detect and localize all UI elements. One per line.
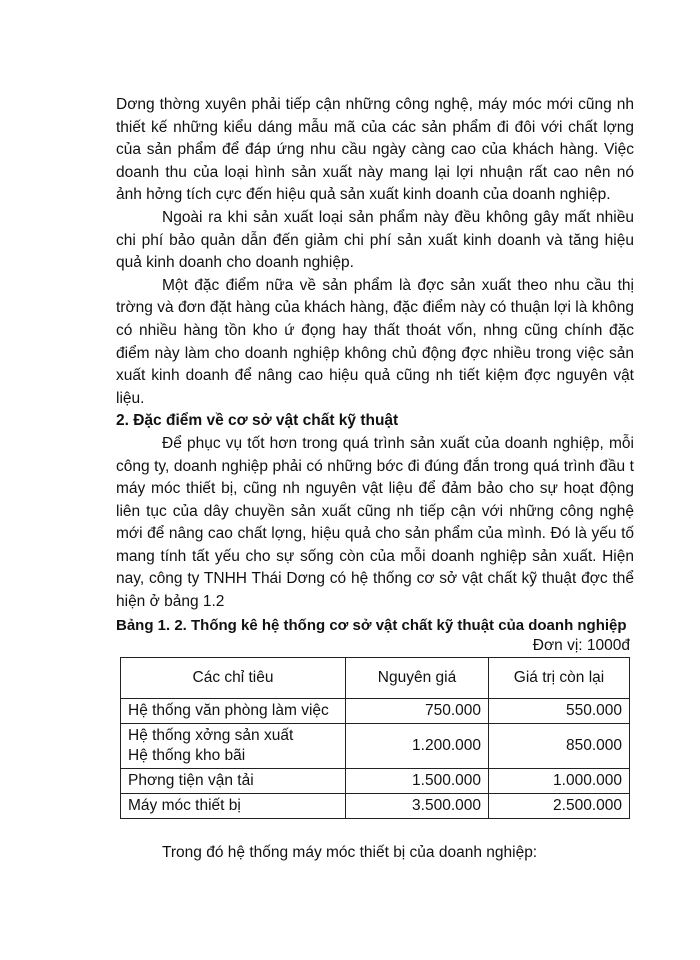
- row-residual-value: 850.000: [489, 723, 630, 768]
- paragraph-products-tech: Dơng thờng xuyên phải tiếp cận những công nghệ, máy móc mới cũng nh thiết kế những kiểu dáng mẫu mã của các sản phẩm đi đôi với chất lợng của sản phẩm để đáp ứng nhu cầu ngày càng cao của khách hàng. Việc doanh thu của loại hình sản xuất này mang lại lợi nhuận rất cao nên nó ảnh hởng tích cực đến hiệu quả sản xuất kinh doanh của doanh nghiệp.: [116, 96, 634, 204]
- row-original-cost: 3.500.000: [346, 793, 489, 818]
- row-residual-value: 550.000: [489, 698, 630, 723]
- section-heading: 2. Đặc điểm về cơ sở vật chất kỹ thuật: [116, 412, 399, 430]
- header-criteria: Các chỉ tiêu: [121, 657, 346, 698]
- row-original-cost: 750.000: [346, 698, 489, 723]
- table-row: [121, 698, 630, 723]
- row-original-cost: 1.500.000: [346, 768, 489, 793]
- table-row: [121, 723, 630, 768]
- table-unit: Đơn vị: 1000đ: [532, 636, 630, 654]
- row-name: Phơng tiện vận tải: [121, 768, 346, 793]
- table-caption: Bảng 1. 2. Thống kê hệ thống cơ sở vật chất kỹ thuật của doanh nghiệp: [116, 616, 627, 634]
- paragraph-facilities: Để phục vụ tốt hơn trong quá trình sản xuất của doanh nghiệp, mỗi công ty, doanh nghiệp phải có những bớc đi đúng đắn trong quá trình đầu t máy móc thiết bị, cũng nh nguyên vật liệu để đảm bảo cho sự hoạt động liên tục của dây chuyền sản xuất cũng nh tiếp cận với những công nghệ mới để nâng cao chất lợng, hiệu quả cho sản phẩm của mình. Đó là yếu tố mang tính tất yếu cho sự sống còn của mỗi doanh nghiệp sản xuất. Hiện nay, công ty TNHH Thái Dơng có hệ thống cơ sở vật chất kỹ thuật đợc thể hiện ở bảng 1.2: [116, 434, 634, 611]
- row-name: Hệ thống văn phòng làm việc: [121, 698, 346, 723]
- closing-paragraph: Trong đó hệ thống máy móc thiết bị của doanh nghiệp:: [162, 843, 538, 861]
- row-residual-value: 2.500.000: [489, 793, 630, 818]
- row-name-line: Hệ thống xởng sản xuất: [128, 726, 294, 744]
- facilities-table: [120, 657, 630, 819]
- document-page: [116, 94, 634, 864]
- row-name-line: Hệ thống kho bãi: [128, 746, 246, 764]
- header-residual-value: Giá trị còn lại: [489, 657, 630, 698]
- table-header-row: [121, 657, 630, 698]
- table-row: [121, 768, 630, 793]
- row-name: Máy móc thiết bị: [121, 793, 346, 818]
- paragraph-demand-production: Một đặc điểm nữa về sản phẩm là đợc sản xuất theo nhu cầu thị trờng và đơn đặt hàng của khách hàng, đặc điểm này có thuận lợi là không có nhiều hàng tồn kho ứ đọng hay thất thoát vốn, nhng cũng chính đặc điểm này làm cho doanh nghiệp không chủ động đợc nhiều trong việc sản xuất kinh doanh để nâng cao hiệu quả cũng nh tiết kiệm đợc nguyên vật liệu.: [116, 276, 634, 407]
- table-row: [121, 793, 630, 818]
- header-original-cost: Nguyên giá: [346, 657, 489, 698]
- row-name: [121, 723, 346, 768]
- row-residual-value: 1.000.000: [489, 768, 630, 793]
- row-original-cost: 1.200.000: [346, 723, 489, 768]
- paragraph-storage-cost: Ngoài ra khi sản xuất loại sản phẩm này đều không gây mất nhiều chi phí bảo quản dẫn đến giảm chi phí sản xuất kinh doanh và tăng hiệu quả kinh doanh cho doanh nghiệp.: [116, 208, 634, 272]
